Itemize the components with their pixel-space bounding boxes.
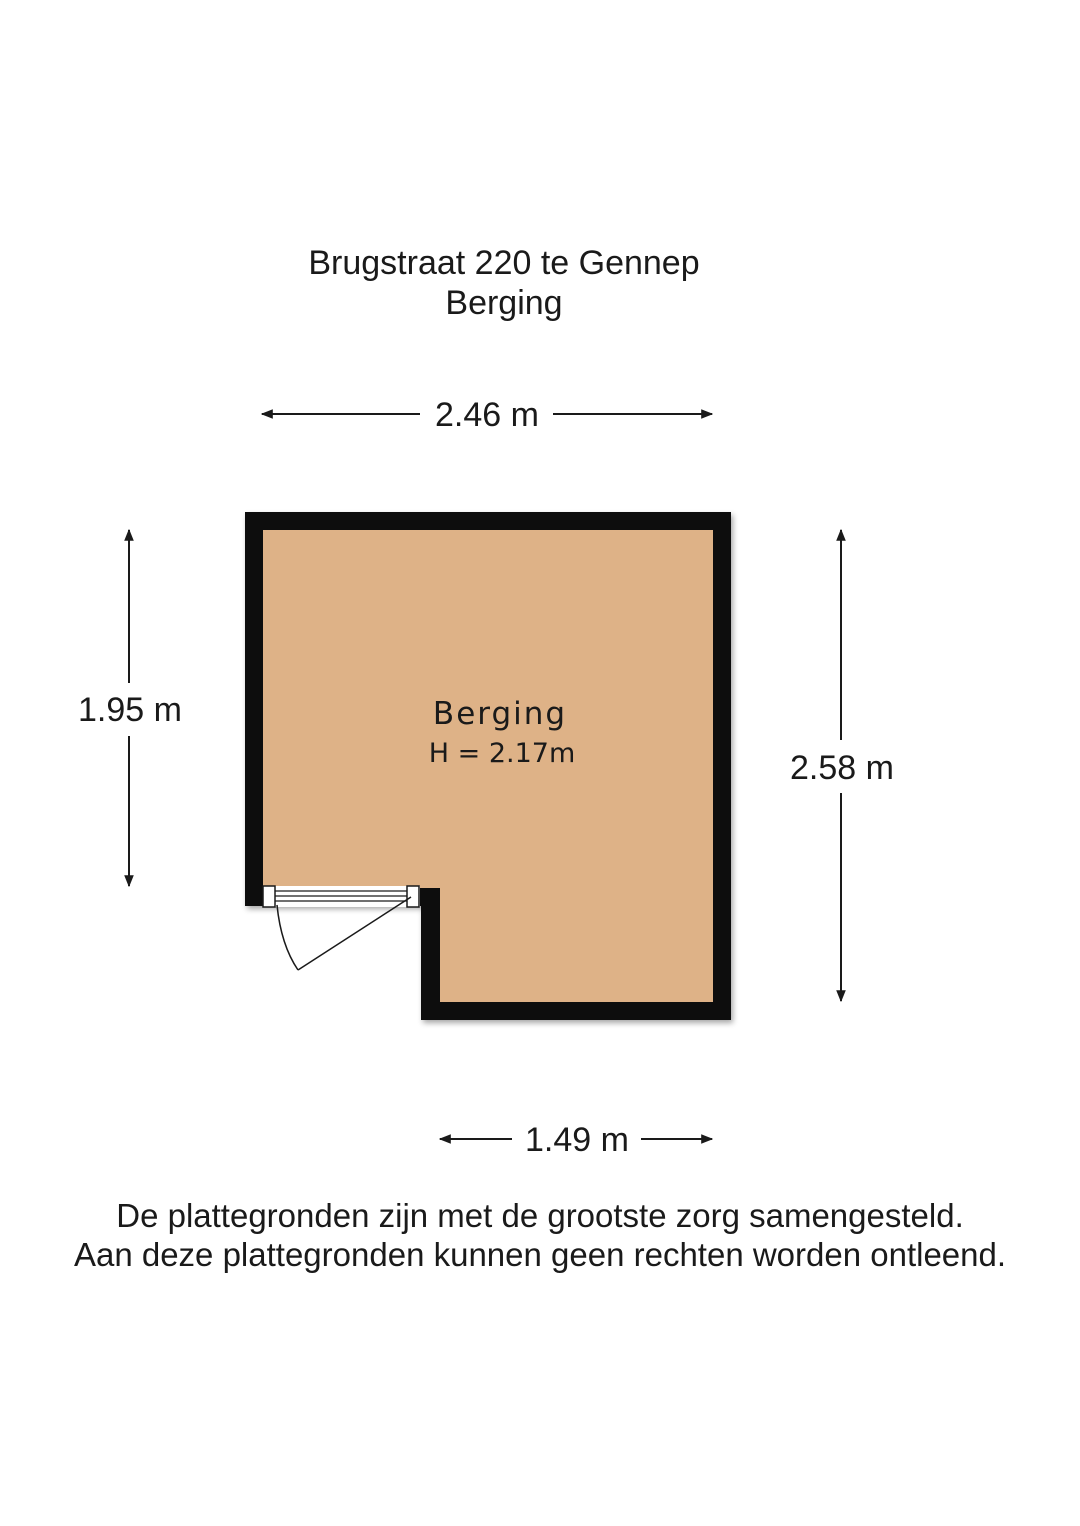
dimension-top-label: 2.46 m [435,396,539,434]
room-name-label: Berging [432,696,568,732]
dimension-left [78,530,182,886]
dimension-bottom [440,1121,712,1159]
floor-name-subtitle: Berging [445,284,563,322]
dimension-left-label: 1.95 m [78,691,182,729]
dimension-top [262,396,712,434]
door-swing-arc [277,905,298,970]
dimension-right [790,530,894,1001]
disclaimer-line-2: Aan deze plattegronden kunnen geen rechten worden ontleend. [73,1236,1007,1273]
dimension-bottom-label: 1.49 m [525,1121,629,1159]
disclaimer [0,1196,1080,1274]
address-title: Brugstraat 220 te Gennep [308,244,700,282]
disclaimer-line-1: De plattegronden zijn met de grootste zorg samengesteld. [116,1197,964,1234]
door-leaf [298,897,411,970]
dimension-right-label: 2.58 m [790,749,894,787]
room-height-label: H = 2.17m [428,738,576,769]
door [263,886,420,970]
